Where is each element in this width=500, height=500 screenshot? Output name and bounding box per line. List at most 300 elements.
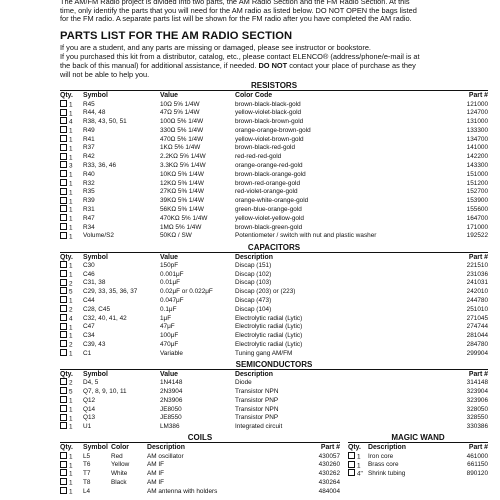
page-title: PARTS LIST FOR THE AM RADIO SECTION (60, 29, 293, 42)
qty-value: 1 (69, 171, 73, 179)
col-part-number: Part # (468, 92, 488, 100)
cell-part-number: 284780 (466, 341, 488, 349)
cell-description: Tuning gang AM/FM (235, 349, 293, 357)
cell-part-number: 430057 (318, 452, 340, 460)
col-qty: Qty. (60, 444, 73, 452)
cell-description: Discap (473) (235, 297, 272, 305)
cell-value: White (111, 470, 128, 478)
cell-symbol: R40 (83, 170, 95, 178)
cell-symbol: C31, 38 (83, 279, 106, 287)
cell-description: Transistor PNP (235, 396, 279, 404)
resistors-rows (60, 100, 488, 241)
checkbox-icon (60, 305, 67, 312)
qty-value: 2 (69, 341, 73, 349)
intro-line: The AM/FM Radio project is divided into two parts, the AM Radio Section and the FM Radio Section. At this (60, 0, 410, 6)
cell-description: AM oscillator (147, 452, 184, 460)
cell-qty (348, 461, 368, 470)
cell-value: 1μF (160, 314, 172, 322)
table-row (60, 396, 488, 405)
cell-part-number: 484004 (318, 487, 340, 495)
qty-value: 1 (69, 198, 73, 206)
cell-description: red-red-red-gold (235, 153, 282, 161)
table-row (60, 170, 488, 179)
qty-value: 1 (69, 488, 73, 496)
cell-value: 2N3906 (160, 396, 183, 404)
cell-qty (60, 296, 83, 305)
qty-value: 1 (69, 479, 73, 487)
table-row (60, 323, 488, 332)
cell-description: brown-red-orange-gold (235, 179, 301, 187)
checkbox-icon (60, 144, 67, 151)
cell-value: 0.01μF (160, 279, 181, 287)
table-row (60, 405, 488, 414)
col-qty: Qty. (348, 444, 361, 452)
cell-value: 2.2KΩ 5% 1/4W (160, 153, 206, 161)
cell-description: Discap (203) or (223) (235, 288, 296, 296)
cell-value: 10KΩ 5% 1/4W (160, 170, 204, 178)
cell-value: JE8050 (160, 405, 182, 413)
col-symbol: Symbol (83, 444, 108, 452)
cell-qty (60, 126, 83, 135)
cell-symbol: R41 (83, 135, 95, 143)
cell-part-number: 153900 (466, 197, 488, 205)
checkbox-icon (60, 331, 67, 338)
cell-description: orange-orange-brown-gold (235, 126, 311, 134)
cell-value: 0.02μF or 0.022μF (160, 288, 213, 296)
checkbox-icon (60, 223, 67, 230)
checkbox-icon (60, 422, 67, 429)
resistors-heading: RESISTORS (60, 81, 488, 91)
table-header-row (348, 444, 488, 452)
cell-part-number: 430260 (318, 461, 340, 469)
col-part-number: Part # (320, 444, 340, 452)
coils-table (60, 444, 340, 496)
qty-value: 1 (69, 180, 73, 188)
cell-symbol: T7 (83, 470, 91, 478)
cell-qty (60, 323, 83, 332)
cell-symbol: U1 (83, 423, 92, 431)
cell-symbol: R47 (83, 214, 95, 222)
cell-value: 47Ω 5% 1/4W (160, 109, 200, 117)
coils-heading: COILS (60, 433, 340, 443)
cell-part-number: 330386 (466, 423, 488, 431)
col-qty: Qty. (60, 92, 73, 100)
qty-value: 1 (69, 127, 73, 135)
cell-description: AM IF (147, 461, 165, 469)
checkbox-icon (60, 126, 67, 133)
table-row (60, 487, 340, 496)
table-row (348, 452, 488, 461)
note-student: If you are a student, and any parts are missing or damaged, please see instructor or bookstore. (60, 42, 371, 52)
qty-value: 1 (69, 189, 73, 197)
checkbox-icon (60, 161, 67, 168)
table-row (60, 414, 488, 423)
table-row (60, 469, 340, 478)
note-line: contact your place of purchase as they (287, 60, 416, 70)
checkbox-icon (60, 378, 67, 385)
qty-value: 1 (357, 462, 361, 470)
qty-value: 2 (69, 306, 73, 314)
cell-qty (60, 305, 83, 314)
cell-part-number: 244780 (466, 297, 488, 305)
cell-symbol: C47 (83, 323, 95, 331)
cell-qty (348, 452, 368, 461)
cell-symbol: Q12 (83, 396, 96, 404)
cell-symbol: R34 (83, 223, 95, 231)
cell-qty (60, 197, 83, 206)
cell-description: Brass core (368, 461, 399, 469)
col-value: Value (160, 92, 179, 100)
cell-part-number: 151000 (466, 170, 488, 178)
col-description: Description (235, 370, 273, 378)
cell-symbol: R44, 48 (83, 109, 106, 117)
checkbox-icon (348, 461, 355, 468)
cell-value: 50KΩ / SW (160, 232, 192, 240)
checkbox-icon (60, 214, 67, 221)
magic-wand-table (348, 444, 488, 478)
capacitors-rows (60, 261, 488, 358)
checkbox-icon (60, 232, 67, 239)
cell-qty (60, 405, 83, 414)
cell-qty (60, 205, 83, 214)
coils-rows (60, 452, 340, 496)
cell-qty (60, 100, 83, 109)
cell-part-number: 192522 (466, 232, 488, 240)
intro-line: for the FM radio. A separate parts list will be shown for the FM radio after you have completed the AM radio. (60, 14, 412, 24)
cell-value: 12KΩ 5% 1/4W (160, 179, 204, 187)
cell-symbol: R45 (83, 100, 95, 108)
cell-part-number: 141000 (466, 144, 488, 152)
col-symbol: Symbol (83, 92, 108, 100)
cell-description: Potentiometer / switch with nut and plastic washer (235, 232, 377, 240)
cell-description: red-violet-orange-gold (235, 188, 298, 196)
table-row (60, 270, 488, 279)
cell-description: Discap (151) (235, 261, 272, 269)
qty-value: 1 (69, 350, 73, 358)
checkbox-icon (60, 461, 67, 468)
qty-value: 1 (69, 453, 73, 461)
checkbox-icon (60, 387, 67, 394)
cell-symbol: C29, 33, 35, 36, 37 (83, 288, 138, 296)
qty-value: 1 (69, 110, 73, 118)
cell-symbol: Q7, 8, 9, 10, 11 (83, 388, 127, 395)
cell-qty (60, 135, 83, 144)
cell-part-number: 328550 (466, 414, 488, 422)
table-row (60, 279, 488, 288)
cell-qty (60, 387, 83, 396)
cell-part-number: 152700 (466, 188, 488, 196)
checkbox-icon (60, 117, 67, 124)
cell-part-number: 328050 (466, 405, 488, 413)
table-row (60, 161, 488, 170)
cell-part-number: 461000 (466, 452, 488, 460)
qty-value: 1 (69, 406, 73, 414)
table-row (60, 296, 488, 305)
table-header-row (60, 92, 488, 100)
cell-part-number: 164700 (466, 214, 488, 222)
checkbox-icon (60, 179, 67, 186)
cell-value: 0.1μF (160, 305, 177, 313)
table-row (60, 314, 488, 323)
table-row (60, 135, 488, 144)
qty-value: 1 (69, 136, 73, 144)
cell-description: Electrolytic radial (Lytic) (235, 332, 303, 340)
cell-value: 150pF (160, 261, 179, 269)
bottom-sections (60, 431, 488, 496)
checkbox-icon (60, 153, 67, 160)
qty-value: 1 (69, 262, 73, 270)
cell-symbol: C32, 40, 41, 42 (83, 314, 127, 322)
cell-part-number: 251010 (466, 305, 488, 313)
cell-description: brown-black-green-gold (235, 223, 303, 231)
cell-part-number: 143300 (466, 162, 488, 170)
cell-value: Variable (160, 349, 183, 357)
cell-part-number: 271045 (466, 314, 488, 322)
cell-qty (60, 161, 83, 170)
cell-qty (60, 144, 83, 153)
table-row (60, 126, 488, 135)
checkbox-icon (60, 197, 67, 204)
qty-value: 5 (69, 288, 73, 296)
cell-value: 100Ω 5% 1/4W (160, 118, 204, 126)
cell-value: 1N4148 (160, 379, 183, 387)
col-color-code: Color Code (235, 92, 273, 100)
table-row (60, 331, 488, 340)
qty-value: 2 (69, 280, 73, 288)
cell-description: Iron core (368, 452, 394, 460)
note-distributor (60, 53, 488, 79)
cell-part-number: 241031 (466, 279, 488, 287)
cell-qty (60, 153, 83, 162)
table-row (348, 469, 488, 478)
checkbox-icon (60, 349, 67, 356)
col-description: Description (235, 253, 273, 261)
cell-part-number: 661150 (467, 461, 488, 469)
cell-part-number: 299904 (466, 349, 488, 357)
cell-value: 47μF (160, 323, 175, 331)
cell-symbol: R32 (83, 179, 95, 187)
cell-qty (60, 396, 83, 405)
magic-wand-section (348, 431, 488, 496)
cell-part-number: 231036 (466, 270, 488, 278)
cell-value: 470Ω 5% 1/4W (160, 135, 204, 143)
semiconductors-rows (60, 378, 488, 431)
cell-description: Shrink tubing (368, 470, 406, 478)
cell-symbol: C30 (83, 261, 95, 269)
qty-value: 1 (69, 324, 73, 332)
cell-symbol: C34 (83, 332, 95, 340)
table-header-row (60, 371, 488, 379)
cell-symbol: R42 (83, 153, 95, 161)
qty-value: 1 (69, 215, 73, 223)
capacitors-heading: CAPACITORS (60, 243, 488, 253)
table-row (60, 378, 488, 387)
cell-description: Discap (104) (235, 305, 272, 313)
col-color: Color (111, 444, 129, 452)
cell-part-number: 281044 (466, 332, 488, 340)
intro-paragraph (60, 0, 488, 24)
cell-value: JE8550 (160, 414, 182, 422)
cell-value: 1MΩ 5% 1/4W (160, 223, 202, 231)
checkbox-icon (60, 261, 67, 268)
cell-qty (60, 414, 83, 423)
cell-qty (60, 478, 83, 487)
cell-part-number: 171000 (466, 223, 488, 231)
checkbox-icon (60, 323, 67, 330)
col-part-number: Part # (468, 444, 488, 452)
semiconductors-table (60, 371, 488, 431)
qty-value: 1 (69, 271, 73, 279)
col-qty: Qty. (60, 370, 73, 378)
cell-qty (60, 461, 83, 470)
checkbox-icon (60, 188, 67, 195)
cell-symbol: R39 (83, 197, 95, 205)
note-line: If you purchased this kit from a distributor, catalog, etc., please contact ELENCO® (address/phone/e-mail is at (60, 52, 420, 62)
checkbox-icon (60, 452, 67, 459)
cell-qty (60, 279, 83, 288)
cell-part-number: 274744 (466, 323, 488, 331)
cell-qty (348, 469, 368, 478)
cell-value: 470KΩ 5% 1/4W (160, 214, 208, 222)
cell-description: green-blue-orange-gold (235, 206, 302, 214)
cell-qty (60, 314, 83, 323)
cell-qty (60, 287, 83, 296)
capacitors-table (60, 254, 488, 358)
cell-symbol: Q13 (83, 414, 96, 422)
table-row (60, 261, 488, 270)
cell-description: Transistor NPN (235, 388, 279, 395)
checkbox-icon (60, 396, 67, 403)
col-description: Description (368, 444, 406, 452)
checkbox-icon (60, 170, 67, 177)
note-emphasis: DO NOT (258, 60, 288, 70)
qty-value: 1 (69, 154, 73, 162)
table-row (60, 340, 488, 349)
table-row (60, 188, 488, 197)
cell-qty (60, 487, 83, 496)
qty-value: 1 (69, 206, 73, 214)
cell-description: yellow-violet-brown-gold (235, 135, 304, 143)
cell-symbol: Volume/S2 (83, 232, 114, 240)
cell-qty (60, 270, 83, 279)
checkbox-icon (60, 205, 67, 212)
cell-symbol: R37 (83, 144, 95, 152)
cell-qty (60, 232, 83, 241)
cell-symbol: R38, 43, 50, 51 (83, 118, 127, 126)
cell-description: AM IF (147, 470, 165, 478)
table-row (60, 305, 488, 314)
cell-qty (60, 179, 83, 188)
cell-description: Integrated circuit (235, 423, 283, 431)
checkbox-icon (60, 296, 67, 303)
checkbox-icon (60, 135, 67, 142)
cell-value: 0.001μF (160, 270, 184, 278)
notes (60, 44, 488, 79)
cell-qty (60, 452, 83, 461)
resistors-table (60, 92, 488, 240)
semiconductors-heading: SEMICONDUCTORS (60, 360, 488, 370)
table-row (60, 117, 488, 126)
cell-part-number: 133300 (466, 126, 488, 134)
checkbox-icon (60, 314, 67, 321)
col-symbol: Symbol (83, 370, 108, 378)
qty-value: 1 (69, 145, 73, 153)
cell-symbol: L5 (83, 452, 91, 460)
qty-value: 2 (69, 379, 73, 387)
cell-value: 10Ω 5% 1/4W (160, 100, 200, 108)
cell-value: 330Ω 5% 1/4W (160, 126, 204, 134)
cell-symbol: T8 (83, 478, 91, 486)
qty-value: 4 (69, 118, 73, 126)
cell-part-number: 124700 (466, 109, 488, 117)
checkbox-icon (60, 414, 67, 421)
cell-part-number: 314148 (466, 379, 488, 387)
table-header-row (60, 254, 488, 262)
table-row (60, 144, 488, 153)
checkbox-icon (60, 478, 67, 485)
cell-qty (60, 340, 83, 349)
table-row (60, 214, 488, 223)
checkbox-icon (348, 452, 355, 459)
cell-value (111, 487, 147, 496)
cell-qty (60, 261, 83, 270)
cell-part-number: 323904 (466, 388, 488, 395)
qty-value: 1 (69, 397, 73, 405)
checkbox-icon (60, 340, 67, 347)
checkbox-icon (60, 109, 67, 116)
table-row (60, 109, 488, 118)
qty-value: 4 (69, 315, 73, 323)
cell-symbol: R33, 36, 46 (83, 162, 117, 170)
table-row (60, 223, 488, 232)
cell-description: Diode (235, 379, 252, 387)
cell-part-number: 430264 (318, 478, 340, 486)
cell-part-number: 131000 (466, 118, 488, 126)
cell-symbol: C44 (83, 297, 95, 305)
cell-description: AM antenna with holders (147, 487, 218, 495)
col-qty: Qty. (60, 253, 73, 261)
cell-part-number: 430262 (318, 470, 340, 478)
col-value: Value (160, 253, 179, 261)
col-description: Description (147, 444, 185, 452)
checkbox-icon (60, 487, 67, 494)
checkbox-icon (60, 469, 67, 476)
cell-description: yellow-violet-black-gold (235, 109, 302, 117)
table-row (348, 461, 488, 470)
table-row (60, 452, 340, 461)
cell-description: Electrolytic radial (Lytic) (235, 341, 303, 349)
cell-symbol: C39, 43 (83, 341, 106, 349)
cell-part-number: 323906 (466, 396, 488, 404)
cell-description: brown-black-orange-gold (235, 170, 306, 178)
magic-wand-heading: MAGIC WAND (348, 433, 488, 443)
col-part-number: Part # (468, 370, 488, 378)
cell-value: 39KΩ 5% 1/4W (160, 197, 204, 205)
table-row (60, 232, 488, 241)
note-line: the back of this manual) for additional assistance, if needed. (60, 60, 257, 70)
table-row (60, 478, 340, 487)
col-part-number: Part # (468, 253, 488, 261)
cell-description: orange-white-orange-gold (235, 197, 309, 205)
cell-value: 470μF (160, 341, 179, 349)
qty-value: 1 (69, 233, 73, 241)
cell-part-number: 134700 (466, 135, 488, 143)
cell-qty (60, 378, 83, 387)
cell-value: LM386 (160, 423, 180, 431)
cell-description: Electrolytic radial (Lytic) (235, 314, 303, 322)
cell-qty (60, 188, 83, 197)
cell-description: brown-black-brown-gold (235, 118, 304, 126)
